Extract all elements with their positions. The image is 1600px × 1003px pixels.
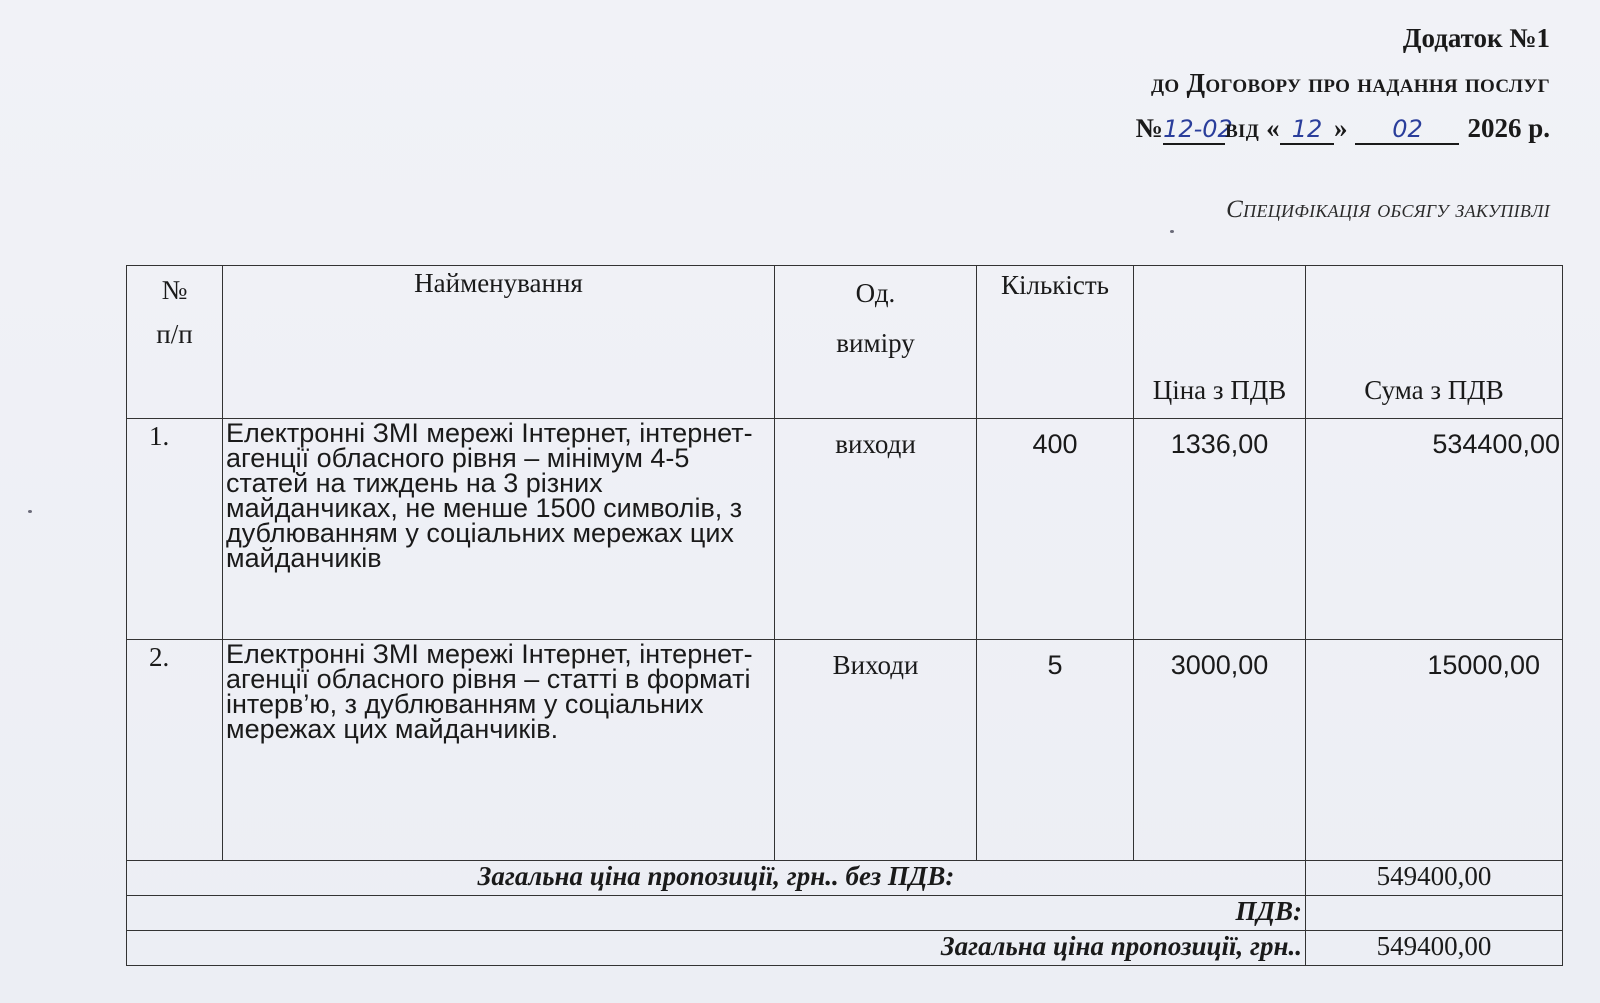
number-prefix: № (1135, 113, 1164, 143)
row-num: 1. (127, 419, 223, 640)
document-header (1136, 16, 1550, 151)
row-unit: Виходи (775, 640, 977, 861)
row-price: 1336,00 (1134, 419, 1306, 640)
contract-number-handwritten: 12-02 (1163, 115, 1233, 143)
header-num-label: п/п (156, 319, 193, 349)
row-unit: виходи (775, 419, 977, 640)
total-no-vat-value: 549400,00 (1306, 861, 1563, 896)
total-no-vat-row (127, 861, 1563, 896)
row-sum: 534400,00 (1306, 419, 1563, 640)
header-num (127, 266, 223, 419)
header-unit-line1: Од. (855, 278, 896, 308)
total-label: Загальна ціна пропозиції, грн.. (127, 931, 1306, 966)
appendix-title: Додаток №1 (1402, 23, 1550, 53)
header-price: Ціна з ПДВ (1134, 266, 1306, 419)
table-row (127, 419, 1563, 640)
scan-speck (1170, 230, 1174, 233)
header-sum: Сума з ПДВ (1306, 266, 1563, 419)
vat-value (1306, 896, 1563, 931)
total-row (127, 931, 1563, 966)
specification-table (126, 265, 1563, 966)
row-price: 3000,00 (1134, 640, 1306, 861)
row-sum: 15000,00 (1306, 640, 1563, 861)
contract-month-handwritten: 02 (1355, 115, 1459, 145)
header-unit-line2: виміру (836, 328, 915, 358)
row-num: 2. (127, 640, 223, 861)
contract-day-handwritten: 12 (1280, 115, 1334, 145)
row-qty: 400 (977, 419, 1134, 640)
contract-year: 2026 р. (1467, 113, 1550, 143)
date-close-quote: » (1333, 113, 1348, 143)
contract-number-date (1136, 106, 1550, 151)
table-row (127, 640, 1563, 861)
header-num-symbol: № (161, 275, 188, 305)
header-name: Найменування (223, 266, 775, 419)
vat-row (127, 896, 1563, 931)
total-no-vat-label: Загальна ціна пропозиції, грн.. без ПДВ: (127, 861, 1306, 896)
contract-title: до Договору про надання послуг (1151, 68, 1550, 98)
total-value: 549400,00 (1306, 931, 1563, 966)
row-name: Електронні ЗМІ мережі Інтернет, інтернет-агенції обласного рівня – статті в форматі інтерв’ю, з дублюванням у соціальних мережах цих майданчиків. (223, 640, 775, 861)
scan-speck (28, 510, 32, 513)
vat-label: ПДВ: (127, 896, 1306, 931)
header-qty: Кількість (977, 266, 1134, 419)
row-qty: 5 (977, 640, 1134, 861)
table-header-row (127, 266, 1563, 419)
date-from-label: від « (1225, 113, 1280, 143)
row-name: Електронні ЗМІ мережі Інтернет, інтернет- агенції обласного рівня – мінімум 4-5 статей на тиждень на 3 різних майданчиках, не менше 1500 символів, з дублюванням у соціальних мережах цих майданчиків (223, 419, 775, 640)
header-unit (775, 266, 977, 419)
specification-title: Специфікація обсягу закупівлі (1226, 196, 1550, 223)
